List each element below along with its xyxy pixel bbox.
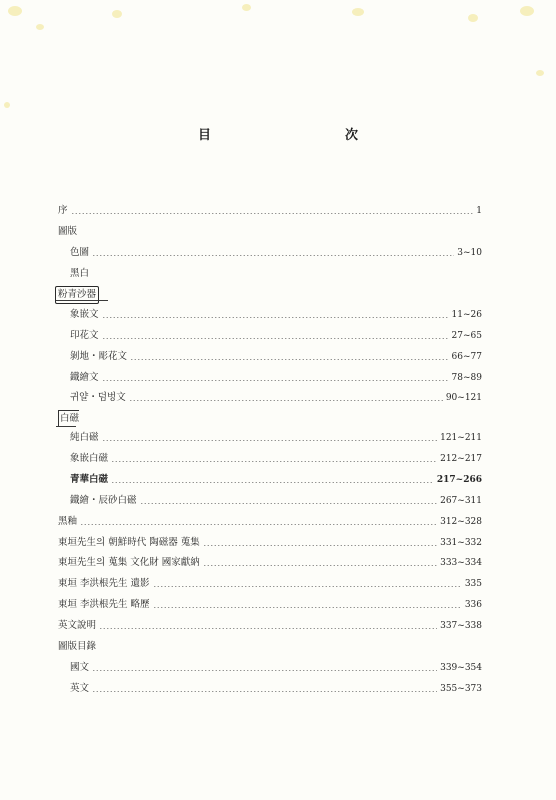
- toc-entry-label: 黑釉: [58, 516, 78, 527]
- toc-entry-label: 青華白磁: [70, 474, 109, 485]
- dot-leader: [203, 565, 437, 566]
- toc-entry-page: 212~217: [440, 454, 482, 464]
- toc-entry: [58, 203, 482, 219]
- toc-entry-page: 90~121: [445, 393, 482, 403]
- toc-entry-label: 純白磁: [70, 432, 99, 443]
- toc-entry: [70, 349, 482, 365]
- paper-speck: [536, 70, 544, 76]
- toc-entry-label: 英文說明: [58, 620, 97, 631]
- toc-entry-label: 英文: [70, 683, 90, 694]
- page-title: 目 次: [197, 128, 394, 143]
- paper-speck: [4, 102, 10, 108]
- toc-entry-page: 267~311: [440, 496, 482, 506]
- toc-entry-label: 序: [58, 205, 68, 216]
- toc-entry-page: 339~354: [440, 663, 482, 673]
- toc-entry: [58, 576, 482, 592]
- dot-leader: [102, 338, 449, 339]
- dot-leader: [99, 628, 437, 629]
- toc-entry-label: 象嵌文: [70, 309, 99, 320]
- dot-leader: [111, 482, 434, 483]
- toc-entry-label: 圖版: [58, 226, 78, 237]
- dot-leader: [102, 440, 438, 441]
- toc-entry-page: 66~77: [451, 352, 482, 362]
- toc-entry: [70, 430, 482, 446]
- toc-entry-label: 粉青沙器: [55, 286, 99, 304]
- toc-entry-label: 東垣 李洪根先生 略歷: [58, 599, 150, 610]
- toc-entry-label: 剝地・彫花文: [70, 351, 128, 362]
- toc-entry-label: 白磁: [58, 410, 79, 427]
- paper-speck: [520, 6, 534, 16]
- toc-entry-page: 336: [464, 600, 482, 610]
- dot-leader: [153, 607, 462, 608]
- toc-entry-page: 331~332: [440, 538, 482, 548]
- toc-entry-page: 27~65: [451, 331, 482, 341]
- toc-entry-label: 圖版目錄: [58, 641, 97, 652]
- toc-entry-label: 象嵌白磁: [70, 453, 109, 464]
- toc-entry-page: 312~328: [440, 517, 482, 527]
- dot-leader: [111, 461, 437, 462]
- toc-entry: [58, 597, 482, 613]
- paper-speck: [352, 8, 364, 16]
- toc-entry-page: 1: [476, 206, 482, 216]
- toc-entry: [70, 370, 482, 386]
- toc-entry-label: 東垣 李洪根先生 遺影: [58, 578, 150, 589]
- toc-entry-page: 335: [464, 579, 482, 589]
- dot-leader: [92, 691, 437, 692]
- toc-entry-label: 鐵繪文: [70, 372, 99, 383]
- paper-speck: [8, 6, 22, 16]
- dot-leader: [102, 380, 449, 381]
- toc-entry: [70, 390, 482, 406]
- toc-entry: [58, 514, 482, 530]
- toc-entry-label: 鐵繪・辰砂白磁: [70, 495, 137, 506]
- toc-entry-page: 333~334: [440, 558, 482, 568]
- toc-entry-page: 217~266: [436, 475, 482, 485]
- paper-speck: [242, 4, 251, 11]
- toc-entry: [70, 451, 482, 467]
- toc-entry-label: 印花文: [70, 330, 99, 341]
- toc-entry-label: 東垣先生의 朝鮮時代 陶磁器 蒐集: [58, 537, 200, 548]
- toc-entry: [58, 555, 482, 571]
- toc-entry-label: 黑白: [70, 268, 90, 279]
- toc-entry-label: 東垣先生의 蒐集 文化財 國家獻納: [58, 557, 200, 568]
- paper-speck: [468, 14, 478, 22]
- paper-speck: [112, 10, 122, 18]
- toc-entry: [58, 224, 482, 240]
- toc-entry: [70, 681, 482, 697]
- dot-leader: [129, 400, 443, 401]
- toc-entry: [58, 535, 482, 551]
- toc-entry: [70, 328, 482, 344]
- toc-entry-page: 3~10: [457, 248, 482, 258]
- annotation-underline: [56, 300, 108, 301]
- toc-entry-page: 337~338: [440, 621, 482, 631]
- toc-entry-label: 色圖: [70, 247, 90, 258]
- dot-leader: [80, 524, 437, 525]
- toc-entry: [70, 472, 482, 488]
- toc-entry: [70, 266, 482, 282]
- dot-leader: [130, 359, 449, 360]
- dot-leader: [140, 503, 438, 504]
- toc-entry: [70, 493, 482, 509]
- dot-leader: [92, 670, 437, 671]
- annotation-underline: [56, 426, 76, 427]
- toc-entry: [58, 618, 482, 634]
- toc-entry: [58, 410, 482, 426]
- toc-entry-label: 귀얄・덤벙文: [70, 392, 126, 403]
- toc-entry-page: 11~26: [451, 310, 482, 320]
- dot-leader: [92, 255, 454, 256]
- dot-leader: [71, 213, 474, 214]
- paper-speck: [36, 24, 44, 30]
- dot-leader: [153, 586, 462, 587]
- toc-entry: [70, 245, 482, 261]
- toc-entry: [58, 287, 482, 303]
- toc-entry-page: 355~373: [440, 684, 482, 694]
- toc-entry-page: 121~211: [440, 433, 482, 443]
- dot-leader: [203, 545, 437, 546]
- toc-entry: [70, 307, 482, 323]
- toc-entry-label: 國文: [70, 662, 90, 673]
- toc-entry: [70, 660, 482, 676]
- dot-leader: [102, 317, 449, 318]
- toc-entry-page: 78~89: [451, 373, 482, 383]
- toc-entry: [58, 639, 482, 655]
